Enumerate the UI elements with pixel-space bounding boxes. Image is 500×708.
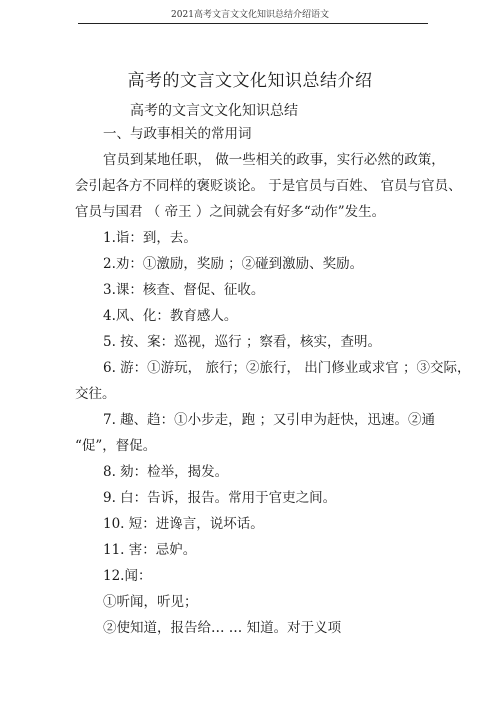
list-item: [0, 355, 500, 381]
paragraph-line: [0, 173, 500, 199]
list-item: [0, 251, 500, 277]
page-subtitle: 高考的文言文文化知识总结: [130, 103, 298, 119]
list-item-text: 7. 趣、趋：①小步走，跑 ；又引申为赶快，迅速。②通: [103, 412, 435, 428]
paragraph-line-text: 官员与国君 （ 帝王 ）之间就会有好多“动作”发生。: [75, 204, 386, 220]
list-item-text: 10. 短：进谗言，说坏话。: [103, 516, 264, 532]
list-item: [0, 459, 500, 485]
paragraph-line: [0, 199, 500, 225]
list-item-text: 1.诣：到，去。: [103, 230, 197, 246]
list-item-text: 6. 游：①游玩， 旅行；②旅行， 出门修业或求官 ；③交际，: [103, 360, 471, 376]
list-item-text: 12.闻：: [103, 568, 152, 584]
list-subitem: [0, 589, 500, 615]
list-item-text: 交往。: [75, 386, 116, 402]
section-heading: [0, 121, 500, 147]
list-item-text: “促”，督促。: [75, 438, 157, 454]
document-body: [0, 121, 500, 641]
header-divider: [78, 23, 428, 24]
page-title: 高考的文言文文化知识总结介绍: [127, 71, 373, 91]
list-item: [0, 537, 500, 563]
paragraph-line-text: 官员到某地任职， 做一些相关的政事，实行必然的政策，: [103, 152, 445, 168]
list-item: [0, 277, 500, 303]
list-subitem-text: ②使知道，报告给… … 知道。对于义项: [103, 620, 342, 636]
list-item-continuation: [0, 381, 500, 407]
list-item: [0, 407, 500, 433]
list-item-text: 8. 劾：检举，揭发。: [103, 464, 229, 480]
list-subitem-text: ①听闻，听见；: [103, 594, 198, 610]
list-item: [0, 563, 500, 589]
paragraph-line-text: 会引起各方不同样的褒贬谈论。 于是官员与百姓、 官员与官员、: [75, 178, 462, 194]
list-subitem: [0, 615, 500, 641]
list-item-text: 2.劝：①激励，奖励 ；②碰到激励、奖励。: [103, 256, 364, 272]
list-item-continuation: [0, 433, 500, 459]
running-header: 2021高考文言文文化知识总结介绍语文: [171, 10, 329, 20]
list-item: [0, 225, 500, 251]
list-item-text: 4.风、化：教育感人。: [103, 308, 238, 324]
list-item-text: 11. 害：忌妒。: [103, 542, 197, 558]
paragraph-line: [0, 147, 500, 173]
section-heading-text: 一、与政事相关的常用词: [103, 126, 252, 142]
list-item-text: 3.课：核查、督促、征收。: [103, 282, 265, 298]
list-item-text: 5. 按、案：巡视，巡行 ；察看，核实，查明。: [103, 334, 381, 350]
list-item: [0, 511, 500, 537]
list-item: [0, 485, 500, 511]
list-item-text: 9. 白：告诉，报告。常用于官吏之间。: [103, 490, 337, 506]
list-item: [0, 329, 500, 355]
list-item: [0, 303, 500, 329]
